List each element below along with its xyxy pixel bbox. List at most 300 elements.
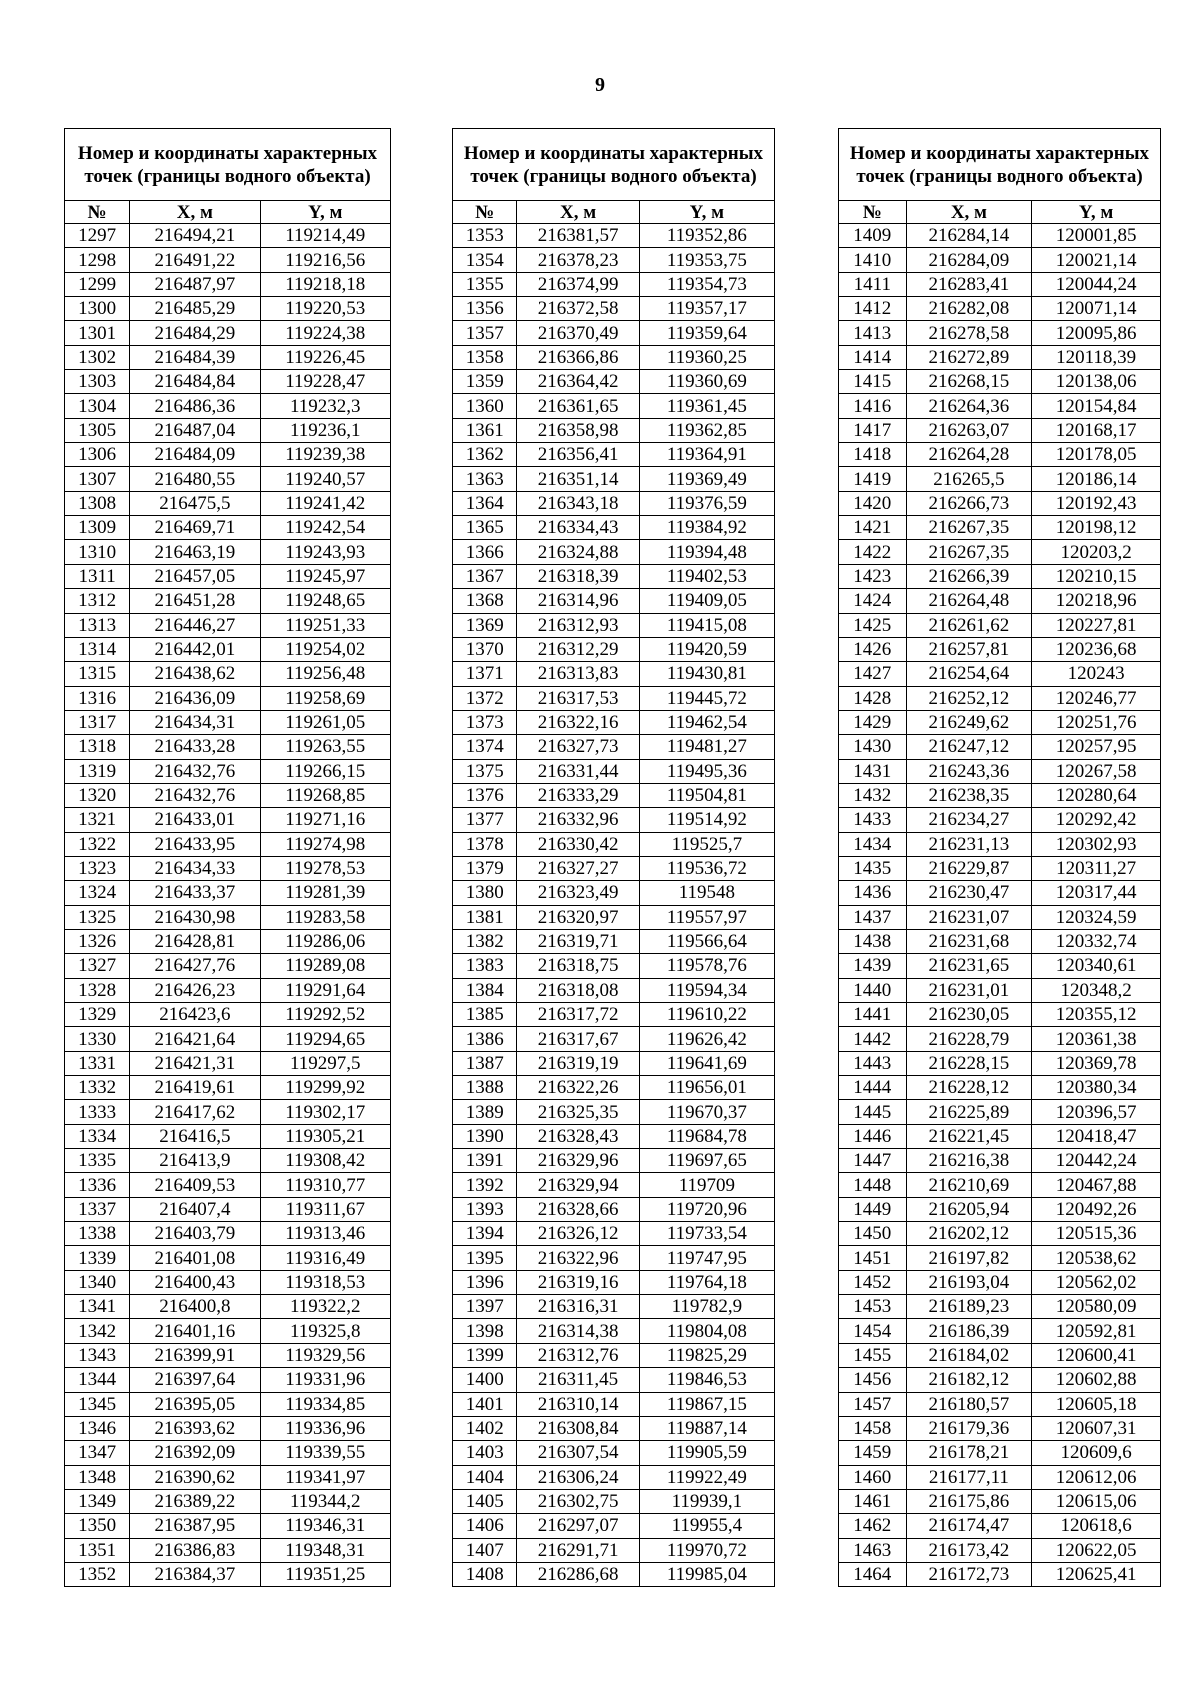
y-coordinate-cell: 119311,67 [260,1197,390,1221]
y-coordinate-cell: 119846,53 [639,1368,774,1392]
table-row [453,1173,775,1197]
table-row [65,1465,391,1489]
x-coordinate-cell: 216297,07 [517,1514,639,1538]
table-row [839,370,1161,394]
x-coordinate-cell: 216484,84 [130,370,260,394]
point-number-cell: 1330 [65,1027,130,1051]
point-number-cell: 1308 [65,491,130,515]
point-number-cell: 1348 [65,1465,130,1489]
x-coordinate-cell: 216327,73 [517,735,639,759]
x-coordinate-cell: 216283,41 [906,272,1032,296]
point-number-cell: 1309 [65,516,130,540]
x-coordinate-cell: 216318,08 [517,978,639,1002]
point-number-cell: 1400 [453,1368,517,1392]
table-row [839,1416,1161,1440]
x-coordinate-cell: 216317,67 [517,1027,639,1051]
point-number-cell: 1363 [453,467,517,491]
y-coordinate-cell: 119364,91 [639,443,774,467]
point-number-cell: 1350 [65,1514,130,1538]
x-coordinate-cell: 216421,64 [130,1027,260,1051]
table-row [453,1197,775,1221]
x-coordinate-cell: 216469,71 [130,516,260,540]
x-coordinate-cell: 216302,75 [517,1489,639,1513]
x-coordinate-cell: 216266,73 [906,491,1032,515]
y-coordinate-cell: 119299,92 [260,1076,390,1100]
y-coordinate-cell: 119594,34 [639,978,774,1002]
table-row [65,1319,391,1343]
point-number-cell: 1408 [453,1562,517,1586]
table-row [65,1100,391,1124]
x-coordinate-cell: 216243,36 [906,759,1032,783]
point-number-cell: 1416 [839,394,907,418]
point-number-cell: 1378 [453,832,517,856]
x-coordinate-cell: 216319,19 [517,1051,639,1075]
y-coordinate-cell: 119266,15 [260,759,390,783]
point-number-cell: 1396 [453,1270,517,1294]
table-row [65,832,391,856]
point-number-cell: 1352 [65,1562,130,1586]
point-number-cell: 1397 [453,1295,517,1319]
y-coordinate-cell: 120246,77 [1032,686,1161,710]
table-row [65,856,391,880]
x-coordinate-cell: 216400,8 [130,1295,260,1319]
point-number-cell: 1361 [453,418,517,442]
point-number-cell: 1419 [839,467,907,491]
point-number-cell: 1373 [453,710,517,734]
point-number-cell: 1379 [453,856,517,880]
x-coordinate-cell: 216205,94 [906,1197,1032,1221]
point-number-cell: 1450 [839,1222,907,1246]
y-coordinate-cell: 120622,05 [1032,1538,1161,1562]
y-coordinate-cell: 119626,42 [639,1027,774,1051]
y-coordinate-cell: 119228,47 [260,370,390,394]
point-number-cell: 1320 [65,783,130,807]
point-number-cell: 1405 [453,1489,517,1513]
point-number-cell: 1461 [839,1489,907,1513]
x-coordinate-cell: 216264,48 [906,589,1032,613]
point-number-cell: 1342 [65,1319,130,1343]
x-coordinate-cell: 216364,42 [517,370,639,394]
y-coordinate-cell: 120311,27 [1032,856,1161,880]
point-number-cell: 1341 [65,1295,130,1319]
point-number-cell: 1354 [453,248,517,272]
x-coordinate-cell: 216327,27 [517,856,639,880]
y-coordinate-cell: 120340,61 [1032,954,1161,978]
x-coordinate-cell: 216257,81 [906,637,1032,661]
table-row [65,394,391,418]
column-header-y: Y, м [260,201,390,224]
x-coordinate-cell: 216312,76 [517,1343,639,1367]
y-coordinate-cell: 120243 [1032,662,1161,686]
table-row [65,1343,391,1367]
y-coordinate-cell: 119359,64 [639,321,774,345]
y-coordinate-cell: 119242,54 [260,516,390,540]
point-number-cell: 1311 [65,564,130,588]
x-coordinate-cell: 216329,94 [517,1173,639,1197]
column-header-y: Y, м [1032,201,1161,224]
x-coordinate-cell: 216491,22 [130,248,260,272]
x-coordinate-cell: 216451,28 [130,589,260,613]
y-coordinate-cell: 120515,36 [1032,1222,1161,1246]
y-coordinate-cell: 120332,74 [1032,929,1161,953]
y-coordinate-cell: 119462,54 [639,710,774,734]
y-coordinate-cell: 120562,02 [1032,1270,1161,1294]
point-number-cell: 1312 [65,589,130,613]
point-number-cell: 1429 [839,710,907,734]
x-coordinate-cell: 216374,99 [517,272,639,296]
table-row [65,954,391,978]
x-coordinate-cell: 216400,43 [130,1270,260,1294]
x-coordinate-cell: 216175,86 [906,1489,1032,1513]
y-coordinate-cell: 119578,76 [639,954,774,978]
x-coordinate-cell: 216230,47 [906,881,1032,905]
x-coordinate-cell: 216370,49 [517,321,639,345]
y-coordinate-cell: 119258,69 [260,686,390,710]
table-row [839,710,1161,734]
coordinates-table [64,128,391,1587]
x-coordinate-cell: 216314,96 [517,589,639,613]
y-coordinate-cell: 120218,96 [1032,589,1161,613]
table-row [839,297,1161,321]
point-number-cell: 1453 [839,1295,907,1319]
point-number-cell: 1319 [65,759,130,783]
x-coordinate-cell: 216423,6 [130,1003,260,1027]
x-coordinate-cell: 216434,31 [130,710,260,734]
y-coordinate-cell: 119316,49 [260,1246,390,1270]
y-coordinate-cell: 120302,93 [1032,832,1161,856]
table-row [453,321,775,345]
point-number-cell: 1359 [453,370,517,394]
page-number: 9 [595,74,605,96]
y-coordinate-cell: 119409,05 [639,589,774,613]
point-number-cell: 1447 [839,1149,907,1173]
point-number-cell: 1377 [453,808,517,832]
table-row [839,1197,1161,1221]
table-row [65,345,391,369]
table-row [453,1368,775,1392]
table-row [65,1173,391,1197]
point-number-cell: 1344 [65,1368,130,1392]
table-row [839,1538,1161,1562]
y-coordinate-cell: 119747,95 [639,1246,774,1270]
y-coordinate-cell: 120615,06 [1032,1489,1161,1513]
x-coordinate-cell: 216366,86 [517,345,639,369]
y-coordinate-cell: 119346,31 [260,1514,390,1538]
point-number-cell: 1303 [65,370,130,394]
x-coordinate-cell: 216403,79 [130,1222,260,1246]
point-number-cell: 1437 [839,905,907,929]
table-row [453,589,775,613]
x-coordinate-cell: 216433,28 [130,735,260,759]
table-row [453,783,775,807]
table-row [453,1562,775,1586]
x-coordinate-cell: 216307,54 [517,1441,639,1465]
y-coordinate-cell: 119353,75 [639,248,774,272]
point-number-cell: 1442 [839,1027,907,1051]
x-coordinate-cell: 216225,89 [906,1100,1032,1124]
x-coordinate-cell: 216174,47 [906,1514,1032,1538]
table-row [839,1295,1161,1319]
x-coordinate-cell: 216264,36 [906,394,1032,418]
y-coordinate-cell: 120580,09 [1032,1295,1161,1319]
table-row [65,1003,391,1027]
x-coordinate-cell: 216202,12 [906,1222,1032,1246]
y-coordinate-cell: 120186,14 [1032,467,1161,491]
x-coordinate-cell: 216428,81 [130,929,260,953]
point-number-cell: 1370 [453,637,517,661]
point-number-cell: 1368 [453,589,517,613]
x-coordinate-cell: 216331,44 [517,759,639,783]
x-coordinate-cell: 216320,97 [517,905,639,929]
point-number-cell: 1459 [839,1441,907,1465]
point-number-cell: 1425 [839,613,907,637]
table-row [839,856,1161,880]
table-caption: Номер и координаты характерных точек (границы водного объекта) [839,129,1161,201]
x-coordinate-cell: 216330,42 [517,832,639,856]
y-coordinate-cell: 119360,25 [639,345,774,369]
point-number-cell: 1395 [453,1246,517,1270]
y-coordinate-cell: 120118,39 [1032,345,1161,369]
y-coordinate-cell: 119216,56 [260,248,390,272]
column-header-x: X, м [130,201,260,224]
point-number-cell: 1328 [65,978,130,1002]
x-coordinate-cell: 216182,12 [906,1368,1032,1392]
x-coordinate-cell: 216484,09 [130,443,260,467]
table-row [839,1076,1161,1100]
column-header-x: X, м [517,201,639,224]
point-number-cell: 1376 [453,783,517,807]
y-coordinate-cell: 120361,38 [1032,1027,1161,1051]
point-number-cell: 1332 [65,1076,130,1100]
y-coordinate-cell: 119557,97 [639,905,774,929]
table-row [839,443,1161,467]
y-coordinate-cell: 119354,73 [639,272,774,296]
table-row [839,1100,1161,1124]
table-row [453,297,775,321]
x-coordinate-cell: 216228,15 [906,1051,1032,1075]
table-row [65,1514,391,1538]
y-coordinate-cell: 119402,53 [639,564,774,588]
table-row [453,1027,775,1051]
point-number-cell: 1460 [839,1465,907,1489]
x-coordinate-cell: 216318,75 [517,954,639,978]
point-number-cell: 1333 [65,1100,130,1124]
x-coordinate-cell: 216322,96 [517,1246,639,1270]
x-coordinate-cell: 216231,13 [906,832,1032,856]
y-coordinate-cell: 120418,47 [1032,1124,1161,1148]
point-number-cell: 1338 [65,1222,130,1246]
y-coordinate-cell: 120317,44 [1032,881,1161,905]
x-coordinate-cell: 216343,18 [517,491,639,515]
point-number-cell: 1365 [453,516,517,540]
table-row [453,394,775,418]
x-coordinate-cell: 216229,87 [906,856,1032,880]
table-row [453,516,775,540]
table-row [65,1197,391,1221]
y-coordinate-cell: 119525,7 [639,832,774,856]
table-row [453,1514,775,1538]
point-number-cell: 1325 [65,905,130,929]
table-row [453,564,775,588]
y-coordinate-cell: 119289,08 [260,954,390,978]
point-number-cell: 1340 [65,1270,130,1294]
table-row [65,297,391,321]
point-number-cell: 1457 [839,1392,907,1416]
table-row [839,1270,1161,1294]
table-row [453,1076,775,1100]
x-coordinate-cell: 216173,42 [906,1538,1032,1562]
x-coordinate-cell: 216433,37 [130,881,260,905]
point-number-cell: 1322 [65,832,130,856]
point-number-cell: 1462 [839,1514,907,1538]
x-coordinate-cell: 216434,33 [130,856,260,880]
table-row [839,1343,1161,1367]
table-row [453,467,775,491]
table-row [839,783,1161,807]
y-coordinate-cell: 119566,64 [639,929,774,953]
x-coordinate-cell: 216326,12 [517,1222,639,1246]
table-row [65,1538,391,1562]
y-coordinate-cell: 119305,21 [260,1124,390,1148]
table-row [453,443,775,467]
table-row [453,1100,775,1124]
y-coordinate-cell: 120203,2 [1032,540,1161,564]
table-row [839,467,1161,491]
y-coordinate-cell: 119656,01 [639,1076,774,1100]
y-coordinate-cell: 119709 [639,1173,774,1197]
point-number-cell: 1412 [839,297,907,321]
x-coordinate-cell: 216231,07 [906,905,1032,929]
point-number-cell: 1410 [839,248,907,272]
table-row [453,224,775,248]
table-row [839,272,1161,296]
y-coordinate-cell: 119294,65 [260,1027,390,1051]
table-row [65,662,391,686]
y-coordinate-cell: 119430,81 [639,662,774,686]
table-row [65,881,391,905]
point-number-cell: 1428 [839,686,907,710]
y-coordinate-cell: 120095,86 [1032,321,1161,345]
x-coordinate-cell: 216267,35 [906,540,1032,564]
point-number-cell: 1372 [453,686,517,710]
y-coordinate-cell: 120369,78 [1032,1051,1161,1075]
point-number-cell: 1414 [839,345,907,369]
x-coordinate-cell: 216179,36 [906,1416,1032,1440]
point-number-cell: 1349 [65,1489,130,1513]
table-row [839,1465,1161,1489]
y-coordinate-cell: 119352,86 [639,224,774,248]
x-coordinate-cell: 216324,88 [517,540,639,564]
x-coordinate-cell: 216231,65 [906,954,1032,978]
y-coordinate-cell: 119445,72 [639,686,774,710]
point-number-cell: 1456 [839,1368,907,1392]
table-row [65,248,391,272]
table-row [453,710,775,734]
x-coordinate-cell: 216384,37 [130,1562,260,1586]
table-row [839,1051,1161,1075]
y-coordinate-cell: 119245,97 [260,564,390,588]
x-coordinate-cell: 216318,39 [517,564,639,588]
y-coordinate-cell: 119804,08 [639,1319,774,1343]
point-number-cell: 1336 [65,1173,130,1197]
point-number-cell: 1436 [839,881,907,905]
point-number-cell: 1381 [453,905,517,929]
y-coordinate-cell: 120021,14 [1032,248,1161,272]
y-coordinate-cell: 120168,17 [1032,418,1161,442]
table-row [65,491,391,515]
point-number-cell: 1329 [65,1003,130,1027]
table-row [839,954,1161,978]
table-row [453,1489,775,1513]
table-row [453,686,775,710]
table-row [453,808,775,832]
table-row [839,1489,1161,1513]
x-coordinate-cell: 216306,24 [517,1465,639,1489]
table-row [453,1538,775,1562]
point-number-cell: 1326 [65,929,130,953]
point-number-cell: 1430 [839,735,907,759]
table-row [839,1246,1161,1270]
column-header-number: № [65,201,130,224]
column-header-x: X, м [906,201,1032,224]
y-coordinate-cell: 119274,98 [260,832,390,856]
point-number-cell: 1300 [65,297,130,321]
y-coordinate-cell: 119362,85 [639,418,774,442]
y-coordinate-cell: 119514,92 [639,808,774,832]
point-number-cell: 1389 [453,1100,517,1124]
y-coordinate-cell: 119329,56 [260,1343,390,1367]
y-coordinate-cell: 119720,96 [639,1197,774,1221]
point-number-cell: 1331 [65,1051,130,1075]
x-coordinate-cell: 216407,4 [130,1197,260,1221]
x-coordinate-cell: 216313,83 [517,662,639,686]
x-coordinate-cell: 216265,5 [906,467,1032,491]
point-number-cell: 1448 [839,1173,907,1197]
point-number-cell: 1353 [453,224,517,248]
x-coordinate-cell: 216317,53 [517,686,639,710]
y-coordinate-cell: 119887,14 [639,1416,774,1440]
point-number-cell: 1390 [453,1124,517,1148]
table-row [839,881,1161,905]
point-number-cell: 1421 [839,516,907,540]
point-number-cell: 1443 [839,1051,907,1075]
x-coordinate-cell: 216310,14 [517,1392,639,1416]
point-number-cell: 1392 [453,1173,517,1197]
y-coordinate-cell: 120257,95 [1032,735,1161,759]
point-number-cell: 1409 [839,224,907,248]
y-coordinate-cell: 119495,36 [639,759,774,783]
table-row [453,272,775,296]
y-coordinate-cell: 120355,12 [1032,1003,1161,1027]
y-coordinate-cell: 119955,4 [639,1514,774,1538]
y-coordinate-cell: 120280,64 [1032,783,1161,807]
x-coordinate-cell: 216234,27 [906,808,1032,832]
y-coordinate-cell: 119318,53 [260,1270,390,1294]
x-coordinate-cell: 216438,62 [130,662,260,686]
point-number-cell: 1334 [65,1124,130,1148]
y-coordinate-cell: 119239,38 [260,443,390,467]
y-coordinate-cell: 119261,05 [260,710,390,734]
x-coordinate-cell: 216228,12 [906,1076,1032,1100]
y-coordinate-cell: 120236,68 [1032,637,1161,661]
x-coordinate-cell: 216487,97 [130,272,260,296]
table-row [453,1124,775,1148]
y-coordinate-cell: 120044,24 [1032,272,1161,296]
y-coordinate-cell: 119251,33 [260,613,390,637]
table-row [65,905,391,929]
y-coordinate-cell: 120592,81 [1032,1319,1161,1343]
table-row [65,1270,391,1294]
